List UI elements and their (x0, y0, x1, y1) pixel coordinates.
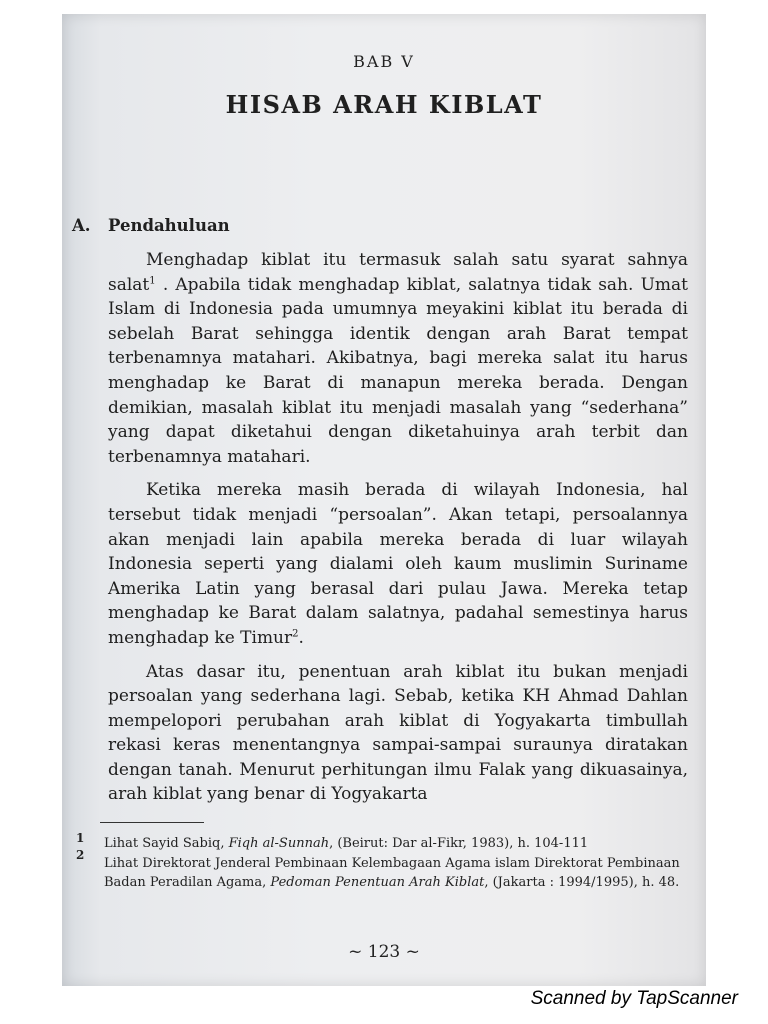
paragraph: Menghadap kiblat itu termasuk salah satu syarat sahnya salat$^1$ . Apabila tidak menghadap kiblat, salatnya tidak sah. Umat Islam di Indonesia pada umumnya meyakini kiblat itu berada di sebelah Barat sehingga identik dengan arah Barat tempat terbenamnya matahari. Akibatnya, bagi mereka salat itu harus menghadap ke Barat di manapun mereka berada. Dengan demikian, masalah kiblat itu menjadi masalah yang “sederhana” yang dapat diketahui dengan diketahuinya arah terbit dan terbenamnya matahari. (108, 250, 688, 467)
page-content (62, 14, 706, 986)
footnote-number: 1 (76, 831, 85, 845)
chapter-title: HISAB ARAH KIBLAT (225, 90, 543, 119)
scanner-watermark: Scanned by TapScanner (530, 988, 738, 1009)
section-number: A. (72, 216, 91, 235)
footnote: Lihat Sayid Sabiq, Fiqh al-Sunnah, (Beirut: Dar al-Fikr, 1983), h. 104-111 (104, 836, 589, 851)
chapter-label: BAB V (353, 52, 415, 71)
footnote-divider (100, 822, 204, 823)
footnote-ref: 1 (149, 274, 156, 286)
body-text (108, 248, 688, 816)
paragraph: Atas dasar itu, penentuan arah kiblat itu bukan menjadi persoalan yang sederhana lagi. Sebab, ketika KH Ahmad Dahlan mempelopori perubahan arah kiblat di Yogyakarta timbullah rekasi keras menentangnya sampai-sampai suraunya diratakan dengan tanah. Menurut perhitungan ilmu Falak yang dikuasainya, arah kiblat yang benar di Yogyakarta (108, 661, 688, 805)
scanned-page (62, 14, 706, 986)
section-heading (72, 216, 230, 235)
section-title: Pendahuluan (108, 216, 230, 235)
footnote: Lihat Direktorat Jenderal Pembinaan Kelembagaan Agama islam Direktorat Pembinaan Badan Peradilan Agama, Pedoman Penentuan Arah Kiblat, (Jakarta : 1994/1995), h. 48. (104, 855, 680, 890)
paragraph: Ketika mereka masih berada di wilayah Indonesia, hal tersebut tidak menjadi “persoalan”. Akan tetapi, persoalannya akan menjadi lain apabila mereka berada di luar wilayah Indonesia seperti yang dialami oleh kaum muslimin Suriname Amerika Latin yang berasal dari pulau Jawa. Mereka tetap menghadap ke Barat dalam salatnya, padahal semestinya harus menghadap ke Timur$^2$. (108, 480, 688, 648)
page-number: ~ 123 ~ (348, 942, 420, 962)
footnote-number: 2 (76, 848, 85, 862)
footnote-ref: 2 (292, 628, 299, 640)
footnotes (104, 834, 694, 893)
footnote-numbers (76, 830, 84, 864)
